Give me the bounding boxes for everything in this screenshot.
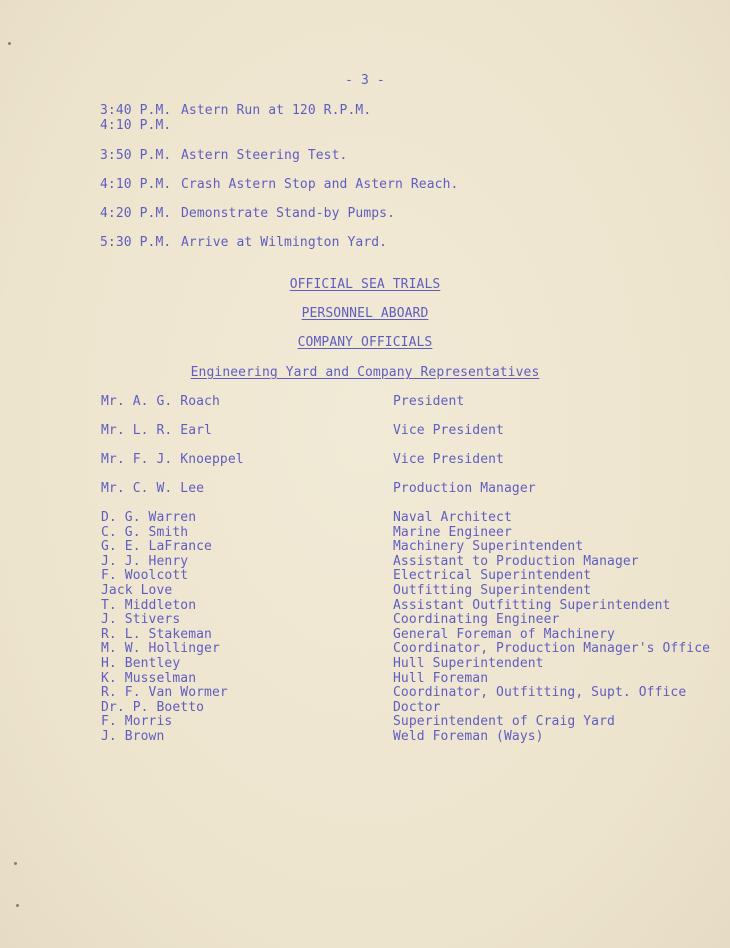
staff-role: Superintendent of Craig Yard bbox=[393, 714, 615, 730]
staff-name: K. Musselman bbox=[101, 670, 197, 686]
schedule-event: Crash Astern Stop and Astern Reach. bbox=[181, 177, 459, 192]
staff-role: Electrical Superintendent bbox=[393, 568, 592, 584]
heading-sea-trials: OFFICIAL SEA TRIALS bbox=[289, 277, 441, 292]
schedule-time: 4:10 P.M. bbox=[100, 118, 172, 133]
staff-name: T. Middleton bbox=[101, 597, 197, 613]
staff-name: H. Bentley bbox=[101, 656, 181, 671]
staff-name: C. G. Smith bbox=[101, 524, 189, 540]
staff-role: Weld Foreman (Ways) bbox=[393, 729, 544, 744]
heading-representatives: Engineering Yard and Company Representatives bbox=[190, 365, 540, 380]
staff-name: D. G. Warren bbox=[101, 510, 197, 525]
official-role: President bbox=[393, 394, 465, 409]
heading-company-officials: COMPANY OFFICIALS bbox=[297, 335, 433, 350]
official-role: Vice President bbox=[393, 423, 504, 438]
page-number: - 3 - bbox=[345, 73, 385, 88]
staff-name: Jack Love bbox=[101, 583, 173, 598]
schedule-time: 4:10 P.M. bbox=[100, 177, 172, 192]
schedule-time: 3:50 P.M. bbox=[100, 148, 172, 163]
staff-role: Machinery Superintendent bbox=[393, 539, 584, 555]
staff-name: J. J. Henry bbox=[101, 553, 189, 569]
staff-role: Coordinator, Production Manager's Office bbox=[393, 641, 711, 657]
staff-role: Marine Engineer bbox=[393, 524, 512, 540]
official-name: Mr. F. J. Knoeppel bbox=[101, 452, 244, 467]
staff-name: F. Morris bbox=[101, 714, 173, 730]
staff-role: Coordinator, Outfitting, Supt. Office bbox=[393, 685, 687, 701]
schedule-event: Demonstrate Stand-by Pumps. bbox=[181, 206, 396, 221]
schedule-time: 4:20 P.M. bbox=[100, 206, 172, 221]
schedule-event: Arrive at Wilmington Yard. bbox=[181, 235, 388, 250]
staff-name: R. F. Van Wormer bbox=[101, 685, 228, 701]
paper-speck bbox=[8, 42, 11, 45]
schedule-time: 3:40 P.M. bbox=[100, 103, 172, 118]
official-role: Vice President bbox=[393, 452, 504, 467]
official-name: Mr. C. W. Lee bbox=[101, 481, 205, 496]
staff-name: J. Stivers bbox=[101, 612, 181, 628]
staff-name: Dr. P. Boetto bbox=[101, 699, 205, 715]
staff-name: F. Woolcott bbox=[101, 568, 189, 584]
paper-speck bbox=[14, 862, 17, 865]
staff-role: Coordinating Engineer bbox=[393, 612, 560, 628]
staff-name: R. L. Stakeman bbox=[101, 626, 212, 642]
staff-role: General Foreman of Machinery bbox=[393, 626, 615, 642]
staff-name: M. W. Hollinger bbox=[101, 641, 220, 657]
staff-role: Assistant to Production Manager bbox=[393, 553, 639, 569]
staff-name: J. Brown bbox=[101, 729, 165, 744]
official-role: Production Manager bbox=[393, 481, 536, 496]
staff-name: G. E. LaFrance bbox=[101, 539, 212, 555]
schedule-event: Astern Run at 120 R.P.M. bbox=[181, 103, 372, 118]
paper-speck bbox=[16, 904, 19, 907]
official-name: Mr. A. G. Roach bbox=[101, 394, 220, 409]
official-name: Mr. L. R. Earl bbox=[101, 423, 212, 438]
schedule-event: Astern Steering Test. bbox=[181, 148, 348, 163]
staff-role: Outfitting Superintendent bbox=[393, 583, 592, 598]
staff-role: Assistant Outfitting Superintendent bbox=[393, 597, 671, 613]
staff-role: Doctor bbox=[393, 699, 441, 715]
schedule-time: 5:30 P.M. bbox=[100, 235, 172, 250]
staff-role: Naval Architect bbox=[393, 510, 512, 525]
staff-role: Hull Foreman bbox=[393, 670, 489, 686]
staff-role: Hull Superintendent bbox=[393, 656, 544, 671]
heading-personnel: PERSONNEL ABOARD bbox=[301, 306, 429, 321]
